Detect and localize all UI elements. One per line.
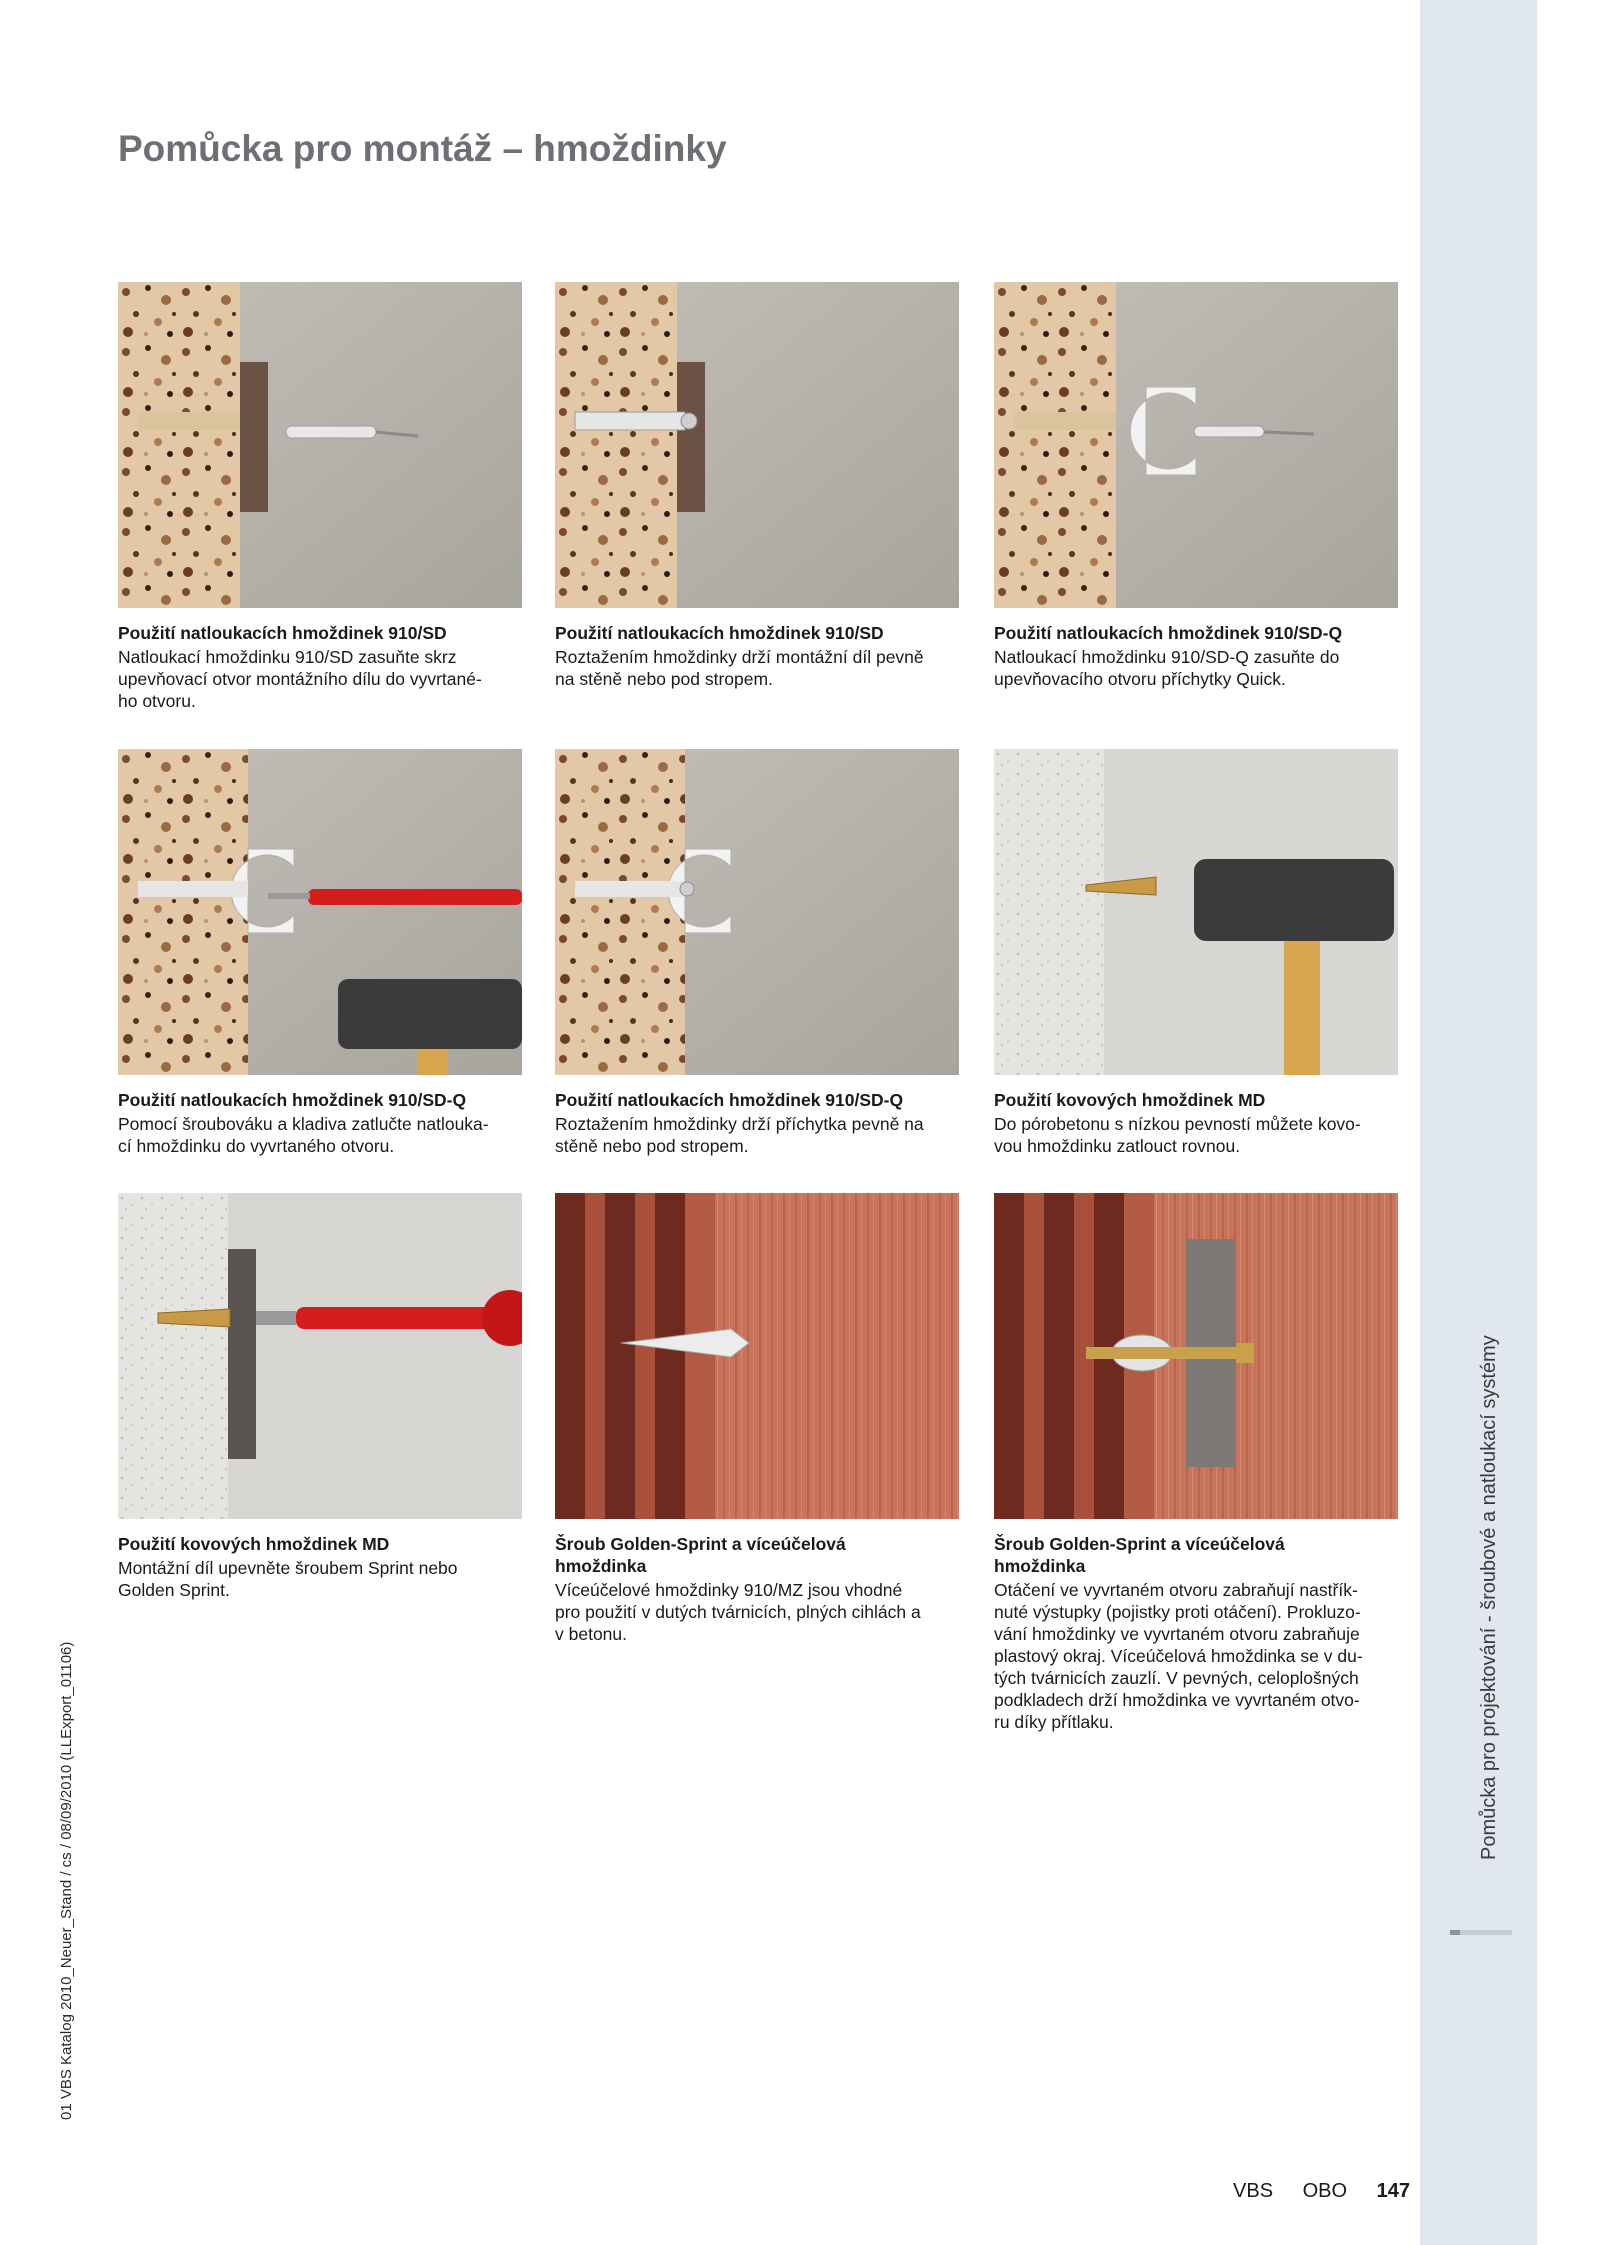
card-title: Použití natloukacích hmoždinek 910/SD-Q	[118, 1090, 467, 1110]
photo-md-screw	[118, 1193, 522, 1519]
photo-sdq-insert	[994, 282, 1398, 608]
card-text: Roztažením hmoždinky drží příchytka pevně na stěně nebo pod stropem.	[555, 1114, 924, 1156]
card-title: Použití natloukacích hmoždinek 910/SD	[555, 623, 884, 643]
card-text: Pomocí šroubováku a kladiva zatlučte natlouka- cí hmoždinku do vyvrtaného otvoru.	[118, 1114, 489, 1156]
card-text: Natloukací hmoždinku 910/SD zasuňte skrz upevňovací otvor montážního dílu do vyvrtané- ho otvoru.	[118, 647, 482, 711]
page-number: 147	[1376, 2180, 1410, 2202]
photo-sd-fixed	[555, 282, 959, 608]
instruction-card-3	[994, 282, 1398, 690]
card-title: Šroub Golden-Sprint a víceúčelová hmoždinka	[994, 1534, 1285, 1576]
photo-golden-sprint	[994, 1193, 1398, 1519]
card-text: Roztažením hmoždinky drží montážní díl pevně na stěně nebo pod stropem.	[555, 647, 924, 689]
card-text: Otáčení ve vyvrtaném otvoru zabraňují nastřík- nuté výstupky (pojistky proti otáčení). Prokluzo- vání hmoždinky ve vyvrtaném otvoru zabraňuje plastový okraj. Víceúčelová hmoždinka se v du- tých tvárnicích zauzlí. V pevných, celoplošných podkladech drží hmoždinka ve vyvrtaném otvo- ru díky přítlaku.	[994, 1580, 1363, 1732]
print-info: 01 VBS Katalog 2010_Neuer_Stand / cs / 08/09/2010 (LLExport_01106)	[58, 1641, 75, 2120]
photo-md-hammer	[994, 749, 1398, 1075]
card-title: Použití natloukacích hmoždinek 910/SD-Q	[994, 623, 1343, 643]
instruction-card-5	[555, 749, 959, 1157]
page-title: Pomůcka pro montáž – hmoždinky	[118, 128, 727, 169]
photo-sdq-fixed	[555, 749, 959, 1075]
sidebar-marker	[1450, 1930, 1512, 1935]
instruction-card-8	[555, 1193, 959, 1645]
card-text: Natloukací hmoždinku 910/SD-Q zasuňte do upevňovacího otvoru příchytky Quick.	[994, 647, 1340, 689]
page-footer	[1200, 2180, 1410, 2203]
card-title: Šroub Golden-Sprint a víceúčelová hmoždinka	[555, 1534, 846, 1576]
sidebar-band	[1420, 0, 1537, 2245]
card-title: Použití natloukacích hmoždinek 910/SD-Q	[555, 1090, 904, 1110]
photo-mz-anchor	[555, 1193, 959, 1519]
footer-brand-obo: OBO	[1302, 2180, 1348, 2202]
instruction-card-4	[118, 749, 522, 1157]
card-title: Použití kovových hmoždinek MD	[994, 1090, 1266, 1110]
instruction-card-9	[994, 1193, 1398, 1733]
photo-sdq-hammer	[118, 749, 522, 1075]
card-title: Použití natloukacích hmoždinek 910/SD	[118, 623, 447, 643]
photo-sd-insert	[118, 282, 522, 608]
card-title: Použití kovových hmoždinek MD	[118, 1534, 390, 1554]
instruction-card-1	[118, 282, 522, 712]
instruction-card-6	[994, 749, 1398, 1157]
sidebar-section-label: Pomůcka pro projektování - šroubové a natloukací systémy	[1478, 1335, 1500, 1860]
card-text: Víceúčelové hmoždinky 910/MZ jsou vhodné pro použití v dutých tvárnicích, plných cihlách a v betonu.	[555, 1580, 921, 1644]
card-text: Do pórobetonu s nízkou pevností můžete kovo- vou hmoždinku zatlouct rovnou.	[994, 1114, 1361, 1156]
card-text: Montážní díl upevněte šroubem Sprint nebo Golden Sprint.	[118, 1558, 458, 1600]
instruction-card-2	[555, 282, 959, 690]
footer-brand-vbs: VBS	[1233, 2180, 1274, 2202]
instruction-card-7	[118, 1193, 522, 1601]
